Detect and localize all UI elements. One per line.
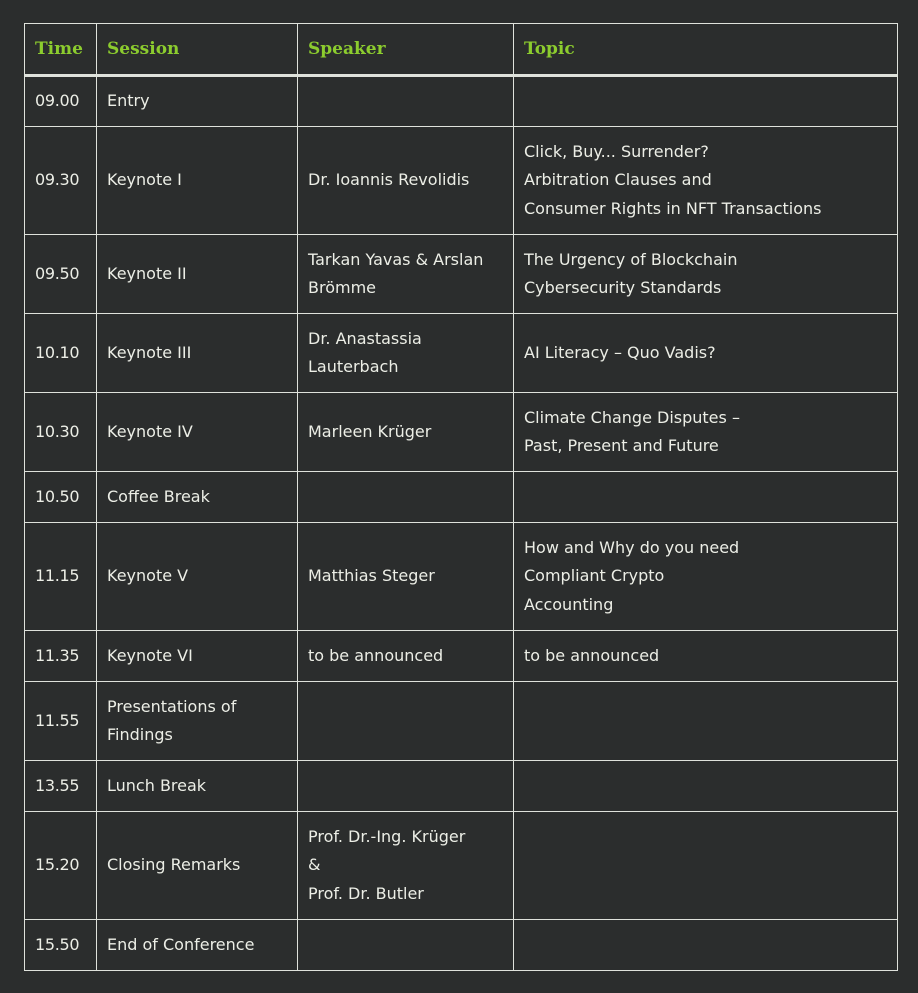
cell-time: 15.50 [25,920,97,971]
cell-session [97,314,298,393]
cell-speaker [298,523,514,631]
cell-speaker [298,314,514,393]
cell-topic-line: The Urgency of Blockchain [524,249,738,269]
cell-topic-line: Cybersecurity Standards [524,278,722,297]
cell-speaker-line: Prof. Dr. Butler [308,883,424,903]
cell-speaker-line: Dr. Anastassia [308,328,422,348]
cell-time: 09.30 [25,127,97,235]
cell-time: 09.50 [25,235,97,314]
cell-session [97,393,298,472]
cell-session [97,76,298,127]
cell-topic [514,761,898,812]
cell-speaker-line: Lauterbach [308,357,399,376]
cell-topic-line: Climate Change Disputes – [524,407,740,427]
cell-topic [514,314,898,393]
cell-speaker [298,393,514,472]
cell-topic-line: Arbitration Clauses and [524,170,712,190]
cell-time: 15.20 [25,812,97,920]
table-row [25,314,898,393]
cell-speaker [298,127,514,235]
cell-time: 10.50 [25,472,97,523]
cell-session-line: Keynote II [107,263,187,283]
cell-speaker-line: Dr. Ioannis Revolidis [308,170,470,190]
cell-session-line: End of Conference [107,934,255,954]
cell-session-line: Lunch Break [107,775,207,795]
cell-speaker [298,761,514,812]
cell-topic [514,472,898,523]
table-header [25,24,898,76]
cell-session [97,235,298,314]
cell-session [97,127,298,235]
cell-speaker-line: Brömme [308,278,377,297]
cell-speaker-line: Tarkan Yavas & Arslan [308,249,484,269]
cell-topic-line: Past, Present and Future [524,436,719,455]
cell-session-line: Keynote IV [107,421,193,441]
cell-session-line: Keynote I [107,170,182,190]
cell-topic [514,235,898,314]
cell-time: 11.35 [25,631,97,682]
cell-session-line: Closing Remarks [107,855,241,875]
cell-speaker-line: & [308,855,321,875]
cell-topic-line: How and Why do you need [524,537,740,557]
cell-time: 11.55 [25,682,97,761]
cell-session-line: Presentations of [107,696,237,716]
header-session: Session [97,24,298,76]
table-row [25,523,898,631]
table-row [25,920,898,971]
cell-time: 10.30 [25,393,97,472]
cell-topic [514,920,898,971]
cell-session [97,761,298,812]
cell-session-line: Entry [107,91,150,111]
cell-speaker-line: Prof. Dr.-Ing. Krüger [308,826,466,846]
cell-speaker-line: Matthias Steger [308,566,435,586]
header-speaker: Speaker [298,24,514,76]
cell-speaker [298,920,514,971]
table-row [25,393,898,472]
table-row [25,76,898,127]
cell-topic [514,76,898,127]
cell-topic [514,812,898,920]
table-row [25,761,898,812]
table-row [25,631,898,682]
cell-time: 09.00 [25,76,97,127]
cell-session-line: Keynote III [107,342,192,362]
table-row [25,235,898,314]
header-topic: Topic [514,24,898,76]
table-row [25,682,898,761]
cell-session [97,920,298,971]
cell-speaker [298,76,514,127]
table-row [25,472,898,523]
cell-topic [514,631,898,682]
cell-topic-line: to be announced [524,645,660,665]
cell-topic-line: Accounting [524,594,614,614]
cell-time: 13.55 [25,761,97,812]
cell-topic [514,127,898,235]
cell-session [97,472,298,523]
cell-speaker [298,812,514,920]
cell-time: 11.15 [25,523,97,631]
cell-topic [514,393,898,472]
cell-session [97,812,298,920]
cell-session [97,682,298,761]
cell-topic-line: Compliant Crypto [524,566,665,586]
table-row [25,812,898,920]
cell-topic [514,682,898,761]
cell-speaker-line: Marleen Krüger [308,421,432,441]
cell-speaker [298,472,514,523]
cell-session-line: Findings [107,725,173,744]
cell-topic-line: Click, Buy... Surrender? [524,141,709,161]
cell-topic [514,523,898,631]
cell-topic-line: AI Literacy – Quo Vadis? [524,342,716,362]
cell-speaker-line: to be announced [308,645,444,665]
cell-session-line: Coffee Break [107,486,210,506]
cell-session [97,631,298,682]
cell-speaker [298,235,514,314]
header-row [25,24,898,76]
table-body [25,76,898,971]
table-row [25,127,898,235]
cell-session-line: Keynote VI [107,645,193,665]
cell-time: 10.10 [25,314,97,393]
cell-speaker [298,682,514,761]
cell-speaker [298,631,514,682]
cell-session [97,523,298,631]
header-time: Time [25,24,97,76]
cell-topic-line: Consumer Rights in NFT Transactions [524,198,822,218]
conference-schedule-table [24,23,898,971]
cell-session-line: Keynote V [107,566,189,586]
